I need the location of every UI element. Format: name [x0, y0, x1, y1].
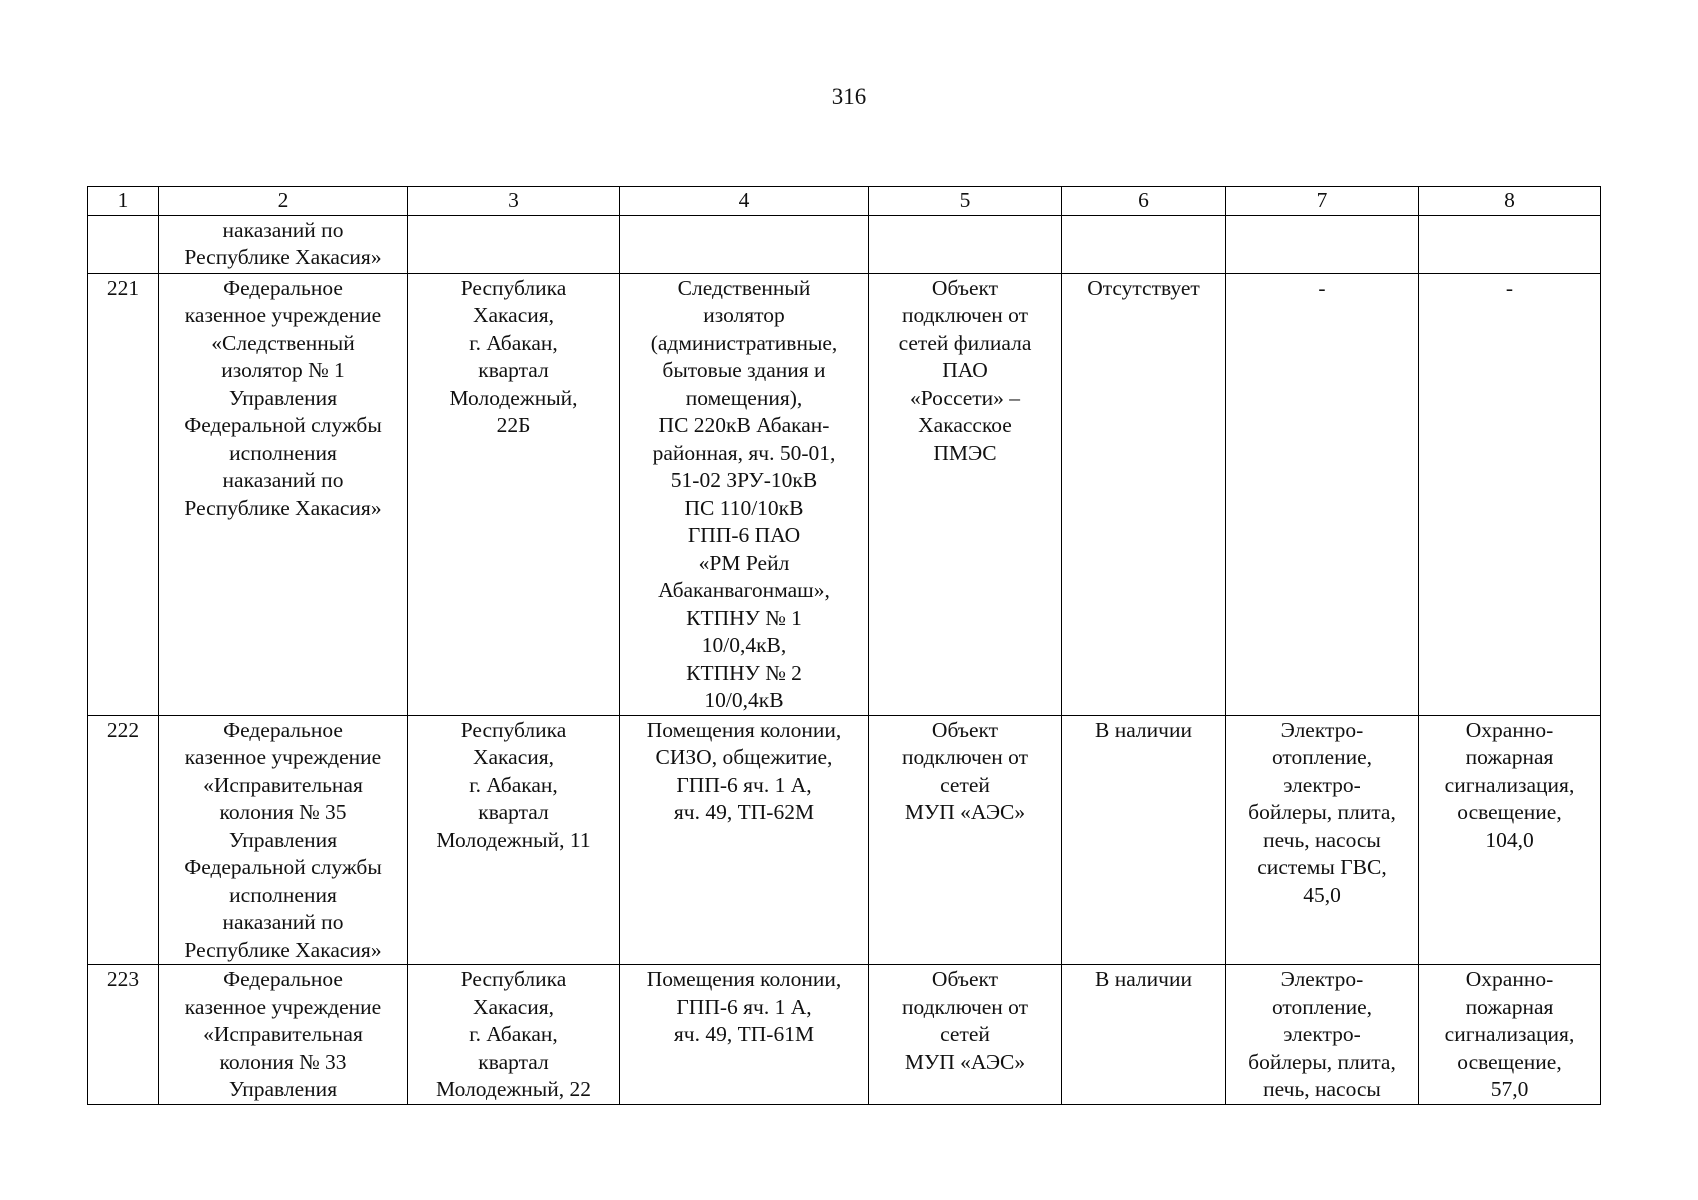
header-row: [88, 187, 1601, 216]
data-table: [87, 186, 1601, 1105]
column-header-3: 3: [408, 187, 620, 216]
organization-cell: наказаний по Республике Хакасия»: [159, 215, 408, 273]
reserve-cell: Отсутствует: [1062, 273, 1226, 715]
column-header-8: 8: [1419, 187, 1601, 216]
consumers-cell: Электро- отопление, электро- бойлеры, плита, печь, насосы: [1226, 965, 1419, 1105]
column-header-7: 7: [1226, 187, 1419, 216]
consumers-cell: [1226, 215, 1419, 273]
table-row-continuation: [88, 215, 1601, 273]
object-cell: Помещения колонии, ГПП-6 яч. 1 А, яч. 49, ТП-61М: [620, 965, 869, 1105]
table-row-221: [88, 273, 1601, 715]
address-cell: Республика Хакасия, г. Абакан, квартал Молодежный, 11: [408, 715, 620, 965]
object-cell: Следственный изолятор (административные, бытовые здания и помещения), ПС 220кВ Абакан- районная, яч. 50-01, 51-02 ЗРУ-10кВ ПС 110/10кВ ГПП-6 ПАО «РМ Рейл Абаканвагонмаш», КТПНУ № 1 10/0,4кВ, КТПНУ № 2 10/0,4кВ: [620, 273, 869, 715]
object-cell: Помещения колонии, СИЗО, общежитие, ГПП-6 яч. 1 А, яч. 49, ТП-62М: [620, 715, 869, 965]
column-header-6: 6: [1062, 187, 1226, 216]
column-header-5: 5: [869, 187, 1062, 216]
consumers-cell: Электро- отопление, электро- бойлеры, плита, печь, насосы системы ГВС, 45,0: [1226, 715, 1419, 965]
connection-cell: [869, 215, 1062, 273]
load-cell: Охранно- пожарная сигнализация, освещение, 104,0: [1419, 715, 1601, 965]
page-number: 316: [831, 84, 867, 109]
connection-cell: Объект подключен от сетей филиала ПАО «Россети» – Хакасское ПМЭС: [869, 273, 1062, 715]
row-number-cell: 222: [88, 715, 159, 965]
column-header-4: 4: [620, 187, 869, 216]
row-number-cell: [88, 215, 159, 273]
column-header-2: 2: [159, 187, 408, 216]
reserve-cell: В наличии: [1062, 715, 1226, 965]
organization-cell: Федеральное казенное учреждение «Исправительная колония № 35 Управления Федеральной службы исполнения наказаний по Республике Хакасия»: [159, 715, 408, 965]
address-cell: Республика Хакасия, г. Абакан, квартал Молодежный, 22Б: [408, 273, 620, 715]
object-cell: [620, 215, 869, 273]
table-row-222: [88, 715, 1601, 965]
row-number-cell: 223: [88, 965, 159, 1105]
reserve-cell: [1062, 215, 1226, 273]
organization-cell: Федеральное казенное учреждение «Исправительная колония № 33 Управления: [159, 965, 408, 1105]
load-cell: [1419, 215, 1601, 273]
table-row-223: [88, 965, 1601, 1105]
address-cell: Республика Хакасия, г. Абакан, квартал Молодежный, 22: [408, 965, 620, 1105]
consumers-cell: -: [1226, 273, 1419, 715]
load-cell: -: [1419, 273, 1601, 715]
organization-cell: Федеральное казенное учреждение «Следственный изолятор № 1 Управления Федеральной службы исполнения наказаний по Республике Хакасия»: [159, 273, 408, 715]
connection-cell: Объект подключен от сетей МУП «АЭС»: [869, 965, 1062, 1105]
column-header-1: 1: [88, 187, 159, 216]
address-cell: [408, 215, 620, 273]
row-number-cell: 221: [88, 273, 159, 715]
load-cell: Охранно- пожарная сигнализация, освещение, 57,0: [1419, 965, 1601, 1105]
reserve-cell: В наличии: [1062, 965, 1226, 1105]
connection-cell: Объект подключен от сетей МУП «АЭС»: [869, 715, 1062, 965]
